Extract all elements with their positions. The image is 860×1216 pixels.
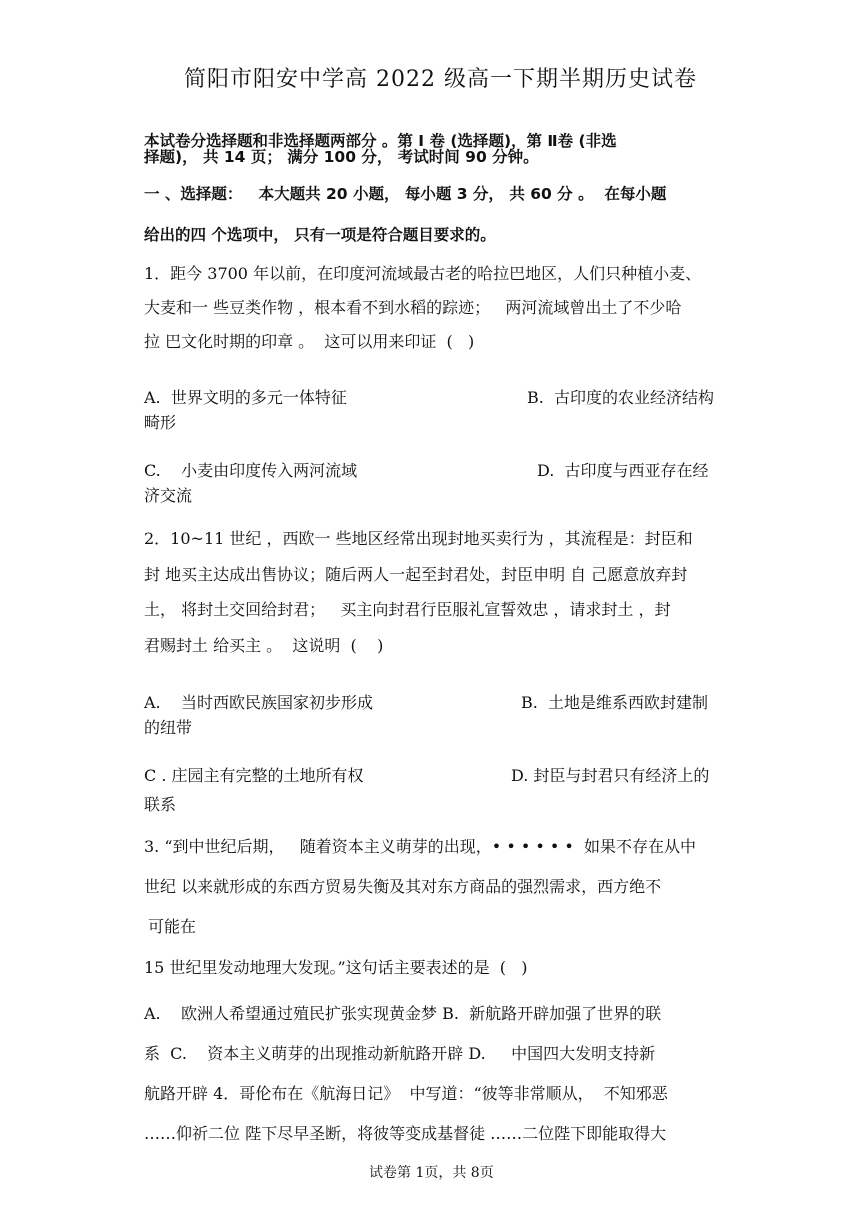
q2-stem-line-3: 土， 将封土交回给封君； 买主向封君行臣服礼宣誓效忠 ，请求封土 ，封 [144,600,671,619]
q3-stem-line-1: 3. “到中世纪后期， 随着资本主义萌芽的出现，• • • • • • 如果不存在从中 [144,837,697,856]
page-footer: 试卷第 1页，共 8页 [369,1165,494,1181]
q3-stem-line-2: 世纪 以来就形成的东西方贸易失衡及其对东方商品的强烈需求，西方绝不 [144,877,662,896]
intro-line-2: 择题)， 共 14 页； 满分 100 分， 考试时间 90 分钟。 [144,148,539,166]
q3-stem-line-3: 可能在 [148,917,197,936]
q1-option-d: D. 古印度与西亚存在经 [537,461,709,480]
section-heading-line-1: 一 、选择题： 本大题共 20 小题， 每小题 3 分， 共 60 分 。 在每小题 [144,185,667,203]
q3-options-line-2: 系 C. 资本主义萌芽的出现推动新航路开辟 D. 中国四大发明支持新 [144,1044,656,1063]
q1-stem-line-1: 1．距今 3700 年以前，在印度河流域最古老的哈拉巴地区，人们只种植小麦、 [144,264,702,283]
q2-option-a: A. 当时西欧民族国家初步形成 [144,693,373,712]
q2-stem-line-4: 君赐封土 给买主 。 这说明 ( ) [144,636,384,655]
exam-title: 简阳市阳安中学高 2022 级高一下期半期历史试卷 [184,67,697,92]
q3-options-line-3: 航路开辟 4．哥伦布在《航海日记》 中写道：“彼等非常顺从， 不知邪恶 [144,1084,668,1103]
q1-stem-line-3: 拉 巴文化时期的印章 。 这可以用来印证 ( ) [144,332,475,351]
q2-stem-line-1: 2．10~11 世纪 ，西欧一 些地区经常出现封地买卖行为 ，其流程是：封臣和 [144,529,693,548]
q1-option-b-continued: 畸形 [144,413,177,432]
q2-option-d-continued: 联系 [144,795,177,814]
q2-stem-line-2: 封 地买主达成出售协议；随后两人一起至封君处，封臣申明 自 己愿意放弃封 [144,565,688,584]
q2-option-b-continued: 的纽带 [144,718,193,737]
q1-option-d-continued: 济交流 [144,486,193,505]
q1-stem-line-2: 大麦和一 些豆类作物 ，根本看不到水稻的踪迹； 两河流域曾出土了不少哈 [144,298,682,317]
q2-option-b: B. 土地是维系西欧封建制 [521,693,709,712]
intro-line-1: 本试卷分选择题和非选择题两部分 。第 Ⅰ 卷 (选择题)，第 Ⅱ卷 (非选 [144,132,617,150]
q1-option-a: A. 世界文明的多元一体特征 [144,388,347,407]
q2-option-c: C . 庄园主有完整的土地所有权 [144,766,364,785]
q4-stem-line-1: ……仰祈二位 陛下尽早圣断，将彼等变成基督徒 ……二位陛下即能取得大 [144,1124,667,1143]
q3-options-line-1: A. 欧洲人希望通过殖民扩张实现黄金梦 B. 新航路开辟加强了世界的联 [144,1004,662,1023]
q2-option-d: D. 封臣与封君只有经济上的 [511,766,710,785]
q1-option-b: B. 古印度的农业经济结构 [527,388,715,407]
section-heading-line-2: 给出的四 个选项中， 只有一项是符合题目要求的。 [144,226,496,244]
q3-stem-line-4: 15 世纪里发动地理大发现。”这句话主要表述的是 ( ) [144,958,528,977]
q1-option-c: C. 小麦由印度传入两河流域 [144,461,358,480]
